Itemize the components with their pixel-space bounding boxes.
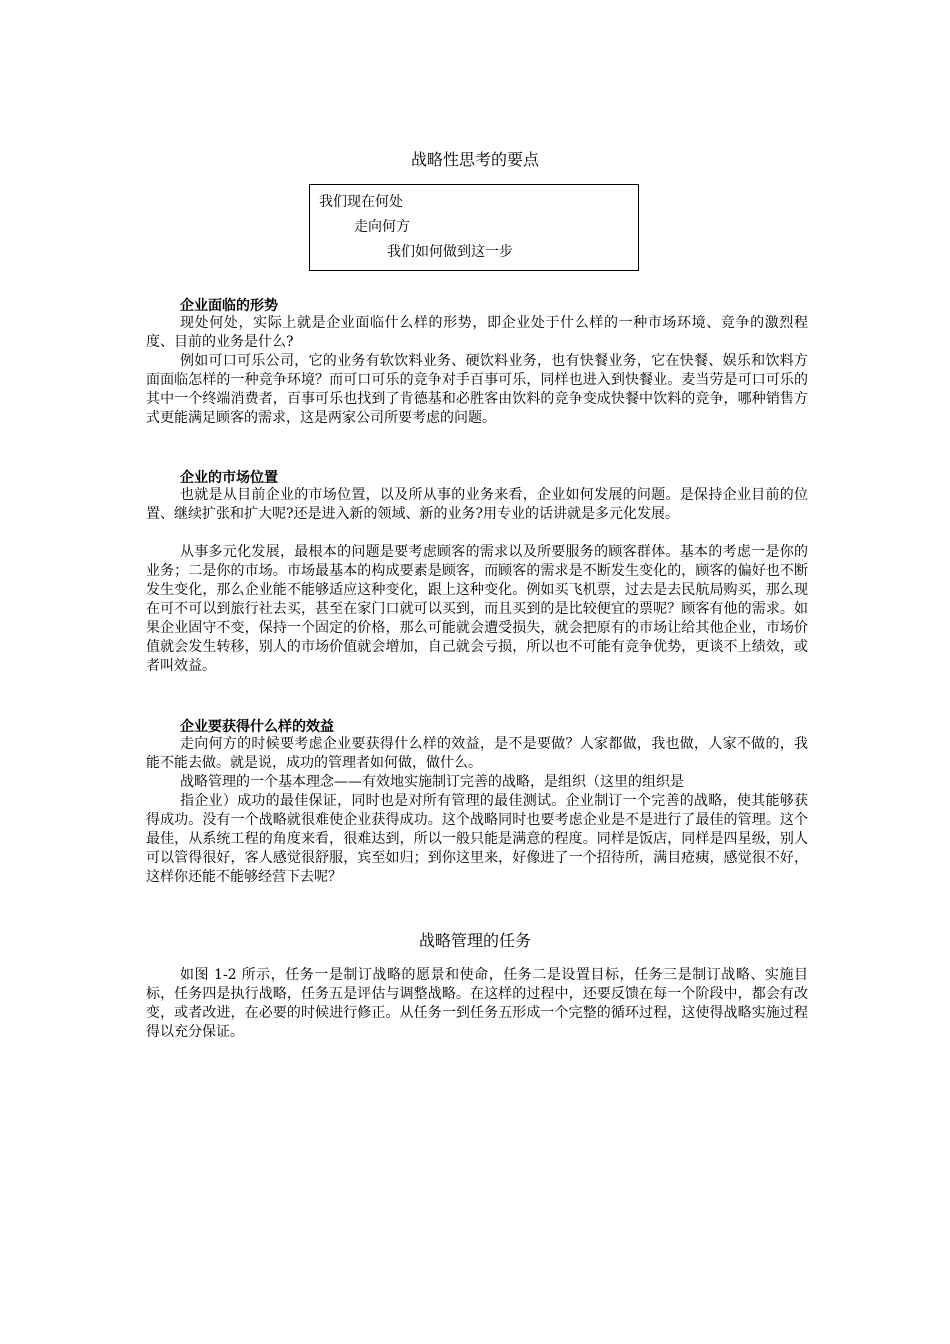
paragraph: 例如可口可乐公司，它的业务有软饮料业务、硬饮料业务，也有快餐业务，它在快餐、娱乐和饮料方面面临怎样的一种竞争环境？而可口可乐的竞争对手百事可乐，同样也进入到快餐业。麦当劳是可口可乐的其中一个终端消费者，百事可乐也找到了肯德基和必胜客由饮料的竞争变成快餐中饮料的竞争，哪种销售方式更能满足顾客的需求，这是两家公司所要考虑的问题。 bbox=[146, 353, 808, 426]
section-heading-market-position: 企业的市场位置 bbox=[180, 470, 278, 486]
paragraph: 指企业）成功的最佳保证，同时也是对所有管理的最佳测试。企业制订一个完善的战略，使其能够获得成功。没有一个战略就很难使企业获得成功。这个战略同时也要考虑企业是不是进行了最佳的管理。这个最佳，从系统工程的角度来看，很难达到，所以一般只能是满意的程度。同样是饭店，同样是四星级，别人可以管得很好，客人感觉很舒服，宾至如归；到你这里来，好像进了一个招待所，满目疮痍，感觉很不好，这样你还能不能够经营下去呢？ bbox=[146, 793, 808, 885]
framework-box bbox=[309, 184, 639, 271]
box-line-how: 我们如何做到这一步 bbox=[387, 244, 513, 260]
page-title: 战略性思考的要点 bbox=[410, 150, 539, 169]
box-line-current: 我们现在何处 bbox=[319, 194, 403, 210]
section-title-tasks: 战略管理的任务 bbox=[418, 931, 531, 950]
paragraph-line: 战略管理的一个基本理念——有效地实施制订完善的战略，是组织（这里的组织是 bbox=[180, 774, 684, 790]
paragraph: 如图 1-2 所示，任务一是制订战略的愿景和使命，任务二是设置目标，任务三是制订战略、实施目标，任务四是执行战略，任务五是评估与调整战略。在这样的过程中，还要反馈在每一个阶段中，都会有改变，或者改进，在必要的时候进行修正。从任务一到任务五形成一个完整的循环过程，这使得战略实施过程得以充分保证。 bbox=[146, 967, 808, 1040]
section-heading-situation: 企业面临的形势 bbox=[180, 298, 278, 314]
paragraph: 也就是从目前企业的市场位置，以及所从事的业务来看，企业如何发展的问题。是保持企业目前的位置、继续扩张和扩大呢?还是进入新的领域、新的业务?用专业的话讲就是多元化发展。 bbox=[146, 487, 808, 522]
box-line-direction: 走向何方 bbox=[354, 219, 410, 235]
paragraph: 从事多元化发展，最根本的问题是要考虑顾客的需求以及所要服务的顾客群体。基本的考虑一是你的业务；二是你的市场。市场最基本的构成要素是顾客，而顾客的需求是不断发生变化的，顾客的偏好也不断发生变化，那么企业能不能够适应这种变化，跟上这种变化。例如买飞机票，过去是去民航局购买，那么现在可不可以到旅行社去买，甚至在家门口就可以买到，而且买到的是比较便宜的票呢？顾客有他的需求。如果企业固守不变，保持一个固定的价格，那么可能就会遭受损失，就会把原有的市场让给其他企业，市场价值就会发生转移，别人的市场价值就会增加，自己就会亏损，所以也不可能有竞争优势，更谈不上绩效，或者叫效益。 bbox=[146, 544, 808, 674]
section-heading-benefits: 企业要获得什么样的效益 bbox=[180, 719, 334, 735]
paragraph: 现处何处，实际上就是企业面临什么样的形势，即企业处于什么样的一种市场环境、竞争的激烈程度、目前的业务是什么? bbox=[146, 315, 808, 350]
paragraph: 走向何方的时候要考虑企业要获得什么样的效益，是不是要做？人家都做，我也做，人家不做的，我能不能去做。就是说，成功的管理者如何做，做什么。 bbox=[146, 736, 808, 771]
